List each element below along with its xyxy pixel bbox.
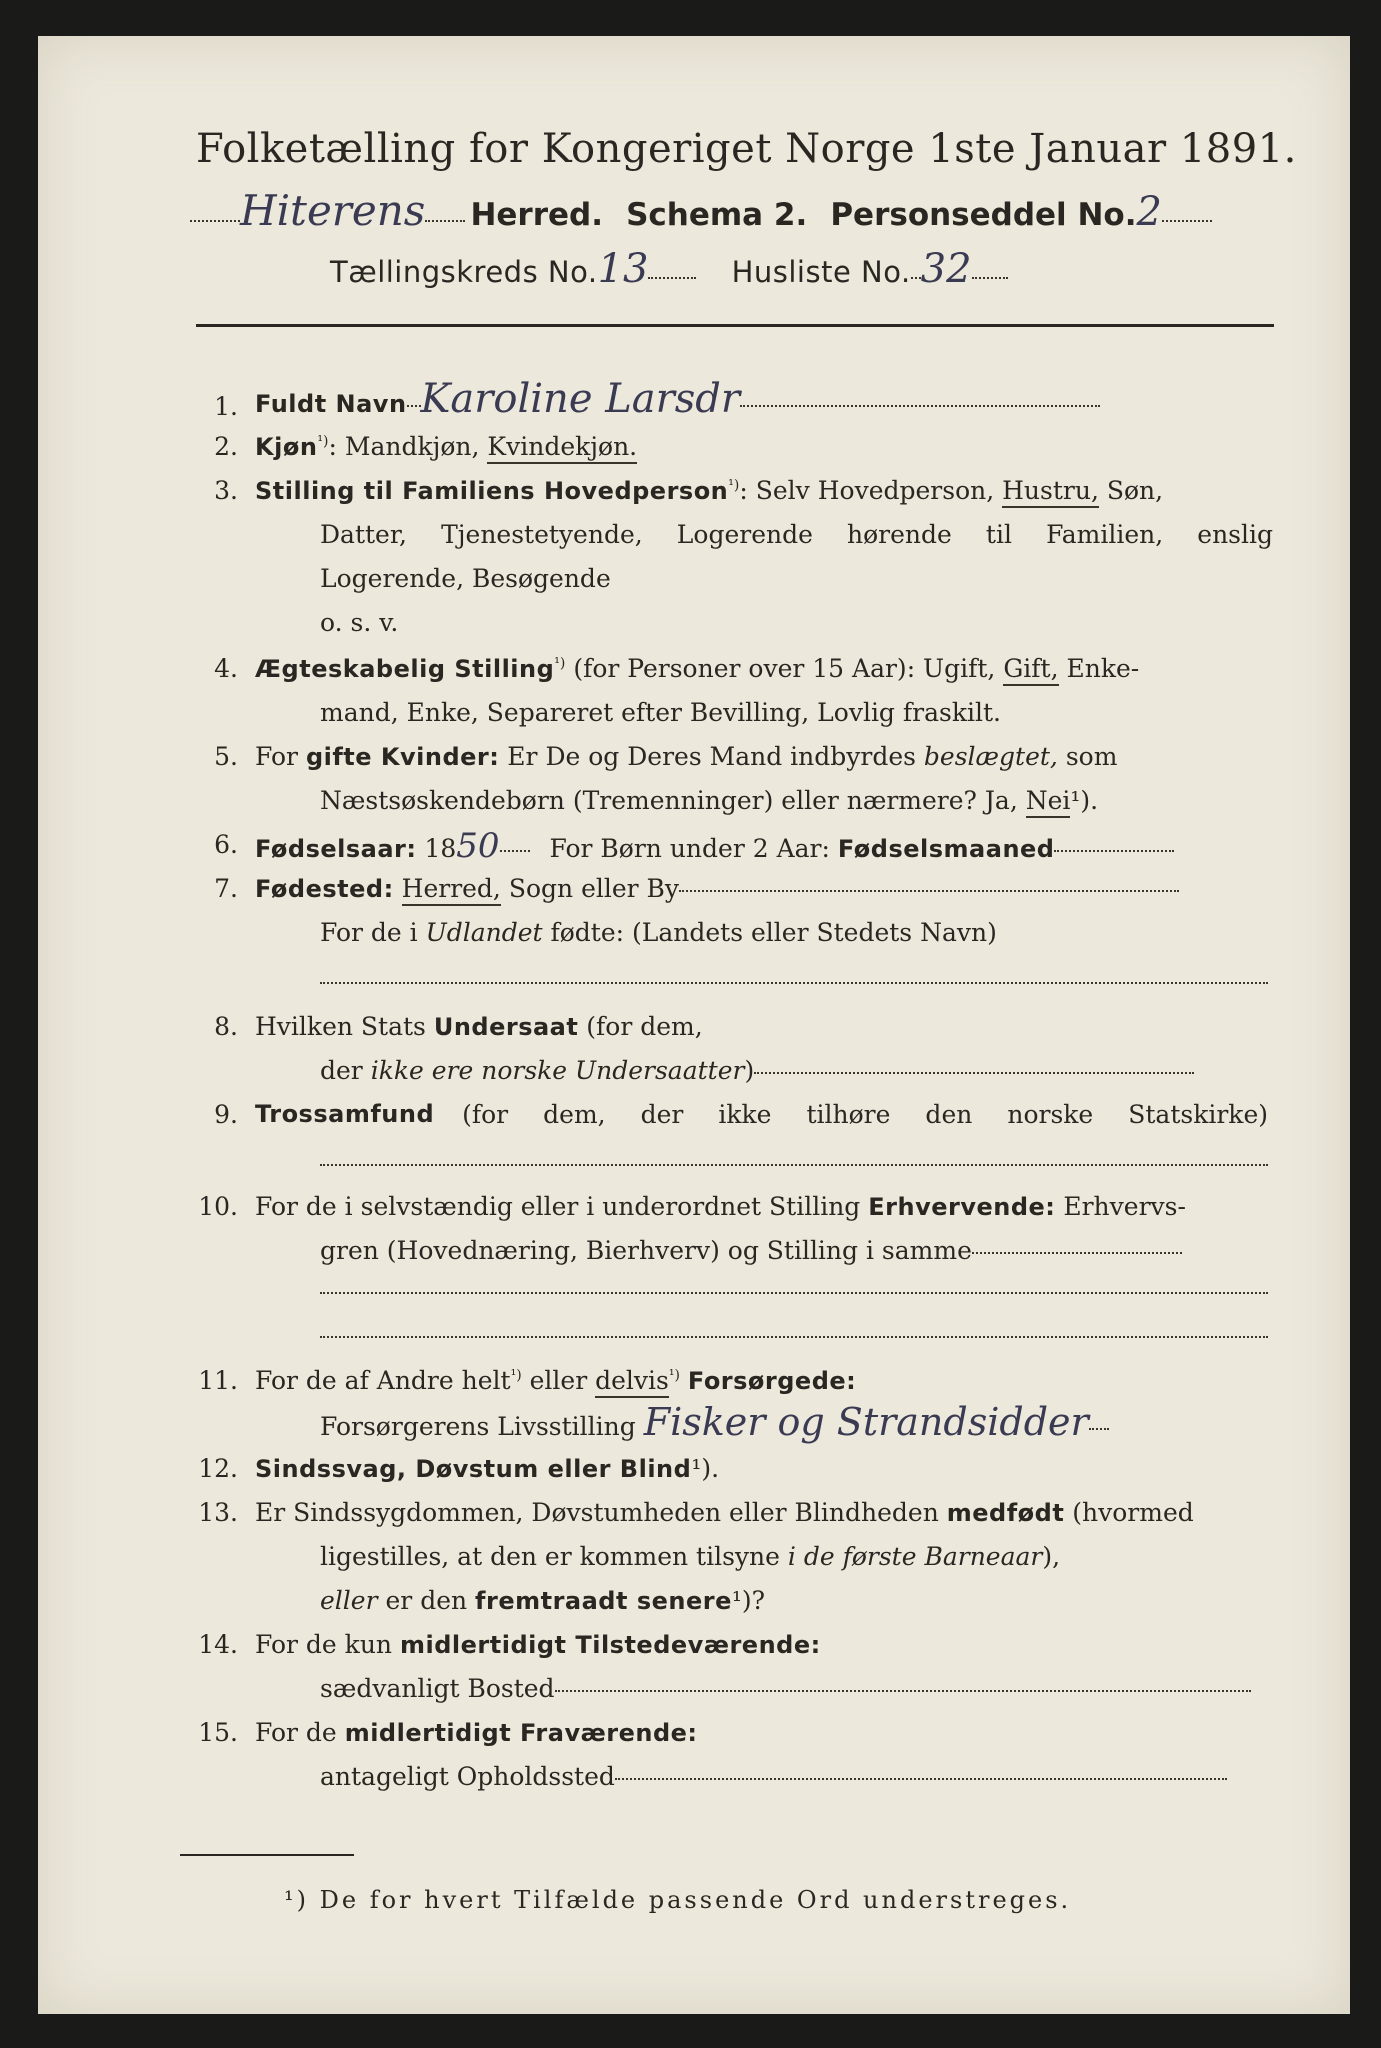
q3-line-2: Datter, Tjenestetyende, Logerende hørende til Familien, enslig bbox=[320, 520, 1273, 549]
q1-line bbox=[255, 376, 1100, 422]
q13-line-3 bbox=[320, 1586, 765, 1615]
q4-selected: Gift, bbox=[1003, 654, 1058, 686]
q11-line2: Forsørgerens Livsstilling bbox=[320, 1412, 636, 1441]
q7-text: Sogn eller By bbox=[508, 874, 680, 903]
q11-sup1: ¹) bbox=[510, 1367, 522, 1384]
q4-line-2: mand, Enke, Separeret efter Bevilling, Lovlig fraskilt. bbox=[320, 698, 1001, 727]
q5-number: 5. bbox=[214, 742, 238, 771]
footnote: ¹) De for hvert Tilfælde passende Ord understreges. bbox=[284, 1886, 1072, 1914]
q13-line-2 bbox=[320, 1542, 1060, 1571]
q5-sup: ¹). bbox=[1070, 786, 1099, 815]
q11-value: Fisker og Strandsidder bbox=[643, 1400, 1089, 1444]
q6-label2: Fødselsmaaned bbox=[837, 835, 1055, 863]
q13-label: medfødt bbox=[946, 1499, 1065, 1527]
q15-line-2 bbox=[320, 1762, 1227, 1791]
personseddel-label: Personseddel No. bbox=[830, 197, 1137, 233]
q7-line-1 bbox=[255, 874, 1179, 903]
q13-text-b: (hvormed bbox=[1072, 1498, 1194, 1527]
schema-label: Schema 2. bbox=[626, 197, 808, 233]
q4-text-b: Enke- bbox=[1066, 654, 1140, 683]
q9-label: Trossamfund bbox=[255, 1100, 435, 1128]
q2-sup: ¹) bbox=[317, 433, 329, 450]
q3-line-1 bbox=[255, 476, 1163, 505]
q6-prefix: 18 bbox=[424, 834, 457, 863]
q5-selected: Nei bbox=[1026, 786, 1071, 818]
q11-line-2 bbox=[320, 1400, 1109, 1444]
q1-label: Fuldt Navn bbox=[255, 390, 407, 418]
q1-value: Karoline Larsdr bbox=[420, 376, 740, 422]
q3-label: Stilling til Familiens Hovedperson bbox=[255, 477, 729, 505]
q4-text-a: (for Personer over 15 Aar): Ugift, bbox=[573, 654, 996, 683]
q1-number: 1. bbox=[214, 392, 238, 421]
herred-label: Herred. bbox=[470, 197, 603, 233]
q2-label: Kjøn bbox=[255, 433, 318, 461]
q15-label: midlertidigt Fraværende: bbox=[344, 1719, 698, 1747]
kreds-line bbox=[330, 246, 1008, 292]
q11-text-a: For de af Andre helt bbox=[255, 1366, 511, 1395]
q4-number: 4. bbox=[214, 654, 238, 683]
q9-line bbox=[255, 1100, 1268, 1129]
q13-line2-a: ligestilles, at den er kommen tilsyne bbox=[320, 1542, 780, 1571]
form-title: Folketælling for Kongeriget Norge 1ste Januar 1891. bbox=[196, 126, 1297, 172]
q5-line-2 bbox=[320, 786, 1098, 815]
q14-line-1 bbox=[255, 1630, 821, 1659]
q13-line2-italic: i de første Barneaar bbox=[787, 1542, 1043, 1571]
q11-number: 11. bbox=[198, 1366, 238, 1395]
census-form-sheet bbox=[38, 36, 1350, 2014]
q6-value: 50 bbox=[456, 826, 500, 866]
q3-selected: Hustru, bbox=[1002, 476, 1099, 508]
q6-text: For Børn under 2 Aar: bbox=[549, 834, 830, 863]
herred-line bbox=[190, 186, 1212, 236]
q10-label: Erhvervende: bbox=[868, 1193, 1056, 1221]
q9-answer-line bbox=[320, 1154, 1268, 1173]
q13-line3-sup: ¹)? bbox=[731, 1586, 766, 1615]
q15-text-a: For de bbox=[255, 1718, 337, 1747]
q14-number: 14. bbox=[198, 1630, 238, 1659]
q11-sup2: ¹) bbox=[668, 1367, 680, 1384]
q11-label: Forsørgede: bbox=[687, 1367, 857, 1395]
q12-number: 12. bbox=[198, 1454, 238, 1483]
herred-value: Hiterens bbox=[240, 186, 426, 235]
q15-line2: antageligt Opholdssted bbox=[320, 1762, 615, 1791]
q10-answer-line-2 bbox=[320, 1326, 1268, 1345]
q8-text-a: Hvilken Stats bbox=[255, 1012, 426, 1041]
q4-sup: ¹) bbox=[554, 655, 566, 672]
q13-line-1 bbox=[255, 1498, 1194, 1527]
q10-text-a: For de i selvstændig eller i underordnet Stilling bbox=[255, 1192, 861, 1221]
q5-text-b: Er De og Deres Mand indbyrdes bbox=[507, 742, 916, 771]
q2-text: : Mandkjøn, bbox=[328, 432, 480, 461]
q8-line2-a: der bbox=[320, 1056, 363, 1085]
q8-label: Undersaat bbox=[433, 1013, 579, 1041]
q10-line-1 bbox=[255, 1192, 1186, 1221]
q3-line-3: Logerende, Besøgende bbox=[320, 564, 611, 593]
q11-selected: delvis bbox=[595, 1366, 669, 1398]
q7-line2-italic: Udlandet bbox=[425, 918, 543, 947]
q12-label: Sindssvag, Døvstum eller Blind bbox=[255, 1455, 692, 1483]
q7-line-2 bbox=[320, 918, 997, 947]
q15-number: 15. bbox=[198, 1718, 238, 1747]
q13-line3-label: fremtraadt senere bbox=[475, 1587, 732, 1615]
husliste-label: Husliste No. bbox=[731, 255, 911, 289]
q8-line2-b: ) bbox=[744, 1056, 755, 1085]
q2-number: 2. bbox=[214, 432, 238, 461]
q3-number: 3. bbox=[214, 476, 238, 505]
q14-label: midlertidigt Tilstedeværende: bbox=[399, 1631, 821, 1659]
q14-text-a: For de kun bbox=[255, 1630, 393, 1659]
q13-line2-b: ), bbox=[1042, 1542, 1061, 1571]
q8-text-b: (for dem, bbox=[586, 1012, 703, 1041]
q7-selected: Herred, bbox=[402, 874, 501, 906]
q3-line-4: o. s. v. bbox=[320, 608, 399, 637]
q2-selected: Kvindekjøn. bbox=[487, 432, 637, 464]
q4-label: Ægteskabelig Stilling bbox=[255, 655, 555, 683]
q13-line3-a: er den bbox=[385, 1586, 468, 1615]
q5-italic: beslægtet, bbox=[923, 742, 1058, 771]
q3-text-b: Søn, bbox=[1106, 476, 1164, 505]
q6-line bbox=[255, 826, 1174, 866]
kreds-value: 13 bbox=[597, 246, 649, 292]
q9-text: (for dem, der ikke tilhøre den norske Statskirke) bbox=[462, 1100, 1268, 1129]
q9-number: 9. bbox=[214, 1100, 238, 1129]
q7-line2-b: fødte: (Landets eller Stedets Navn) bbox=[550, 918, 997, 947]
q8-number: 8. bbox=[214, 1012, 238, 1041]
q14-line-2 bbox=[320, 1674, 1251, 1703]
q6-number: 6. bbox=[214, 830, 238, 859]
husliste-value: 32 bbox=[920, 246, 972, 292]
q8-line2-italic: ikke ere norske Undersaatter bbox=[370, 1056, 745, 1085]
q3-text-a: : Selv Hovedperson, bbox=[739, 476, 995, 505]
footnote-rule bbox=[180, 1854, 354, 1856]
q14-line2: sædvanligt Bosted bbox=[320, 1674, 555, 1703]
q10-text-b: Erhvervs- bbox=[1063, 1192, 1186, 1221]
q12-line bbox=[255, 1454, 719, 1483]
q5-label: gifte Kvinder: bbox=[305, 743, 500, 771]
q12-sup: ¹). bbox=[691, 1454, 720, 1483]
q4-line-1 bbox=[255, 654, 1139, 683]
q11-line-1 bbox=[255, 1366, 856, 1395]
q8-line-2 bbox=[320, 1056, 1194, 1085]
q5-line-1 bbox=[255, 742, 1117, 771]
q3-sup: ¹) bbox=[728, 477, 740, 494]
q7-label: Fødested: bbox=[255, 875, 394, 903]
header-rule bbox=[196, 324, 1274, 327]
q5-text-c: som bbox=[1065, 742, 1118, 771]
q7-line2-a: For de i bbox=[320, 918, 418, 947]
q5-text-a: For bbox=[255, 742, 298, 771]
q11-text-b: eller bbox=[529, 1366, 588, 1395]
q5-line2-text: Næstsøskendebørn (Tremenninger) eller nærmere? Ja, bbox=[320, 786, 1018, 815]
q10-number: 10. bbox=[198, 1192, 238, 1221]
q13-number: 13. bbox=[198, 1498, 238, 1527]
q10-line-2 bbox=[320, 1236, 1182, 1265]
q13-text-a: Er Sindssygdommen, Døvstumheden eller Blindheden bbox=[255, 1498, 939, 1527]
q7-answer-line bbox=[320, 972, 1268, 991]
q10-line2: gren (Hovednæring, Bierhverv) og Stilling i samme bbox=[320, 1236, 972, 1265]
personseddel-value: 2 bbox=[1136, 189, 1162, 235]
kreds-label: Tællingskreds No. bbox=[330, 255, 598, 289]
q15-line-1 bbox=[255, 1718, 698, 1747]
q10-answer-line-1 bbox=[320, 1282, 1268, 1301]
q13-line3-italic: eller bbox=[320, 1586, 378, 1615]
q6-label: Fødselsaar: bbox=[255, 835, 417, 863]
q2-line bbox=[255, 432, 637, 461]
q8-line-1 bbox=[255, 1012, 703, 1041]
q7-number: 7. bbox=[214, 874, 238, 903]
